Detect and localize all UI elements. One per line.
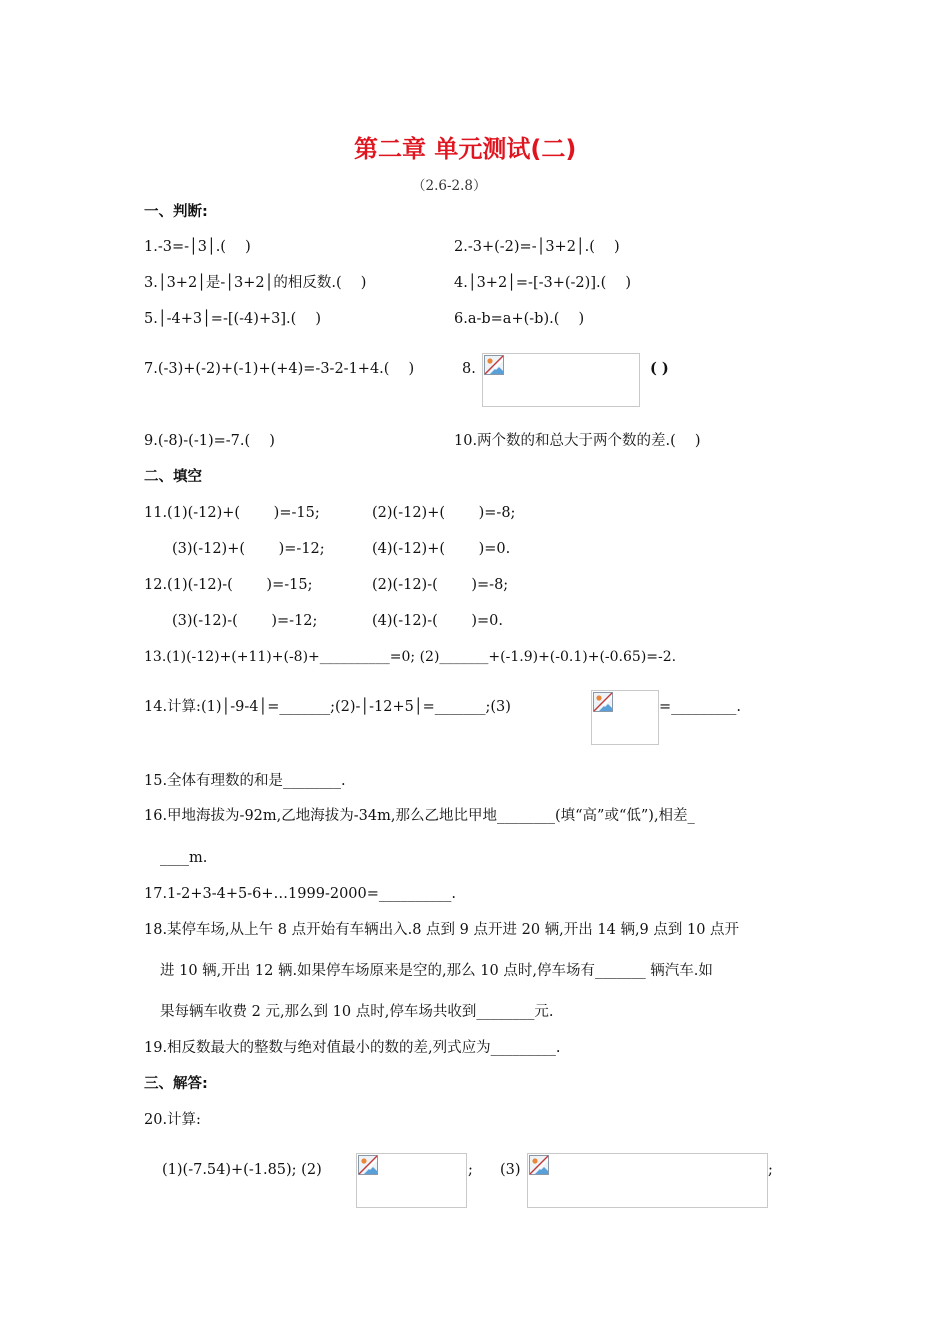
question-8-answer-paren: ( ) bbox=[650, 360, 669, 377]
question-12-part-3: (3)(-12)-( )=-12; bbox=[172, 613, 318, 629]
question-18-line-1: 18.某停车场,从上午 8 点开始有车辆出入.8 点到 9 点开进 20 辆,开出 14 辆,9 点到 10 点开 bbox=[144, 922, 740, 938]
question-14-image bbox=[591, 690, 659, 745]
question-2: 2.-3+(-2)=-│3+2│.( ) bbox=[454, 239, 620, 255]
question-20-part-3-image bbox=[527, 1153, 768, 1208]
question-18-line-3: 果每辆车收费 2 元,那么到 10 点时,停车场共收到________元. bbox=[160, 1004, 554, 1020]
page-subtitle: （2.6-2.8） bbox=[412, 178, 487, 194]
question-20-semicolon-2: ; bbox=[768, 1162, 773, 1178]
section-fill-heading: 二、填空 bbox=[144, 469, 202, 485]
question-10: 10.两个数的和总大于两个数的差.( ) bbox=[454, 433, 701, 449]
question-20-semicolon-1: ; bbox=[468, 1162, 473, 1178]
question-20: 20.计算: bbox=[144, 1112, 201, 1128]
question-16-line-2: ____m. bbox=[160, 850, 208, 866]
question-12-part-4: (4)(-12)-( )=0. bbox=[372, 613, 504, 629]
broken-image-icon bbox=[484, 355, 504, 375]
broken-image-icon bbox=[593, 692, 613, 712]
question-8-image bbox=[482, 353, 640, 407]
question-11-part-2: (2)(-12)+( )=-8; bbox=[372, 505, 516, 521]
question-18-line-2: 进 10 辆,开出 12 辆.如果停车场原来是空的,那么 10 点时,停车场有_______ 辆汽车.如 bbox=[160, 963, 713, 979]
question-11-part-4: (4)(-12)+( )=0. bbox=[372, 541, 511, 557]
question-13: 13.(1)(-12)+(+11)+(-8)+__________=0; (2)_______+(-1.9)+(-0.1)+(-0.65)=-2. bbox=[144, 649, 677, 665]
question-6: 6.a-b=a+(-b).( ) bbox=[454, 311, 585, 327]
question-15: 15.全体有理数的和是________. bbox=[144, 773, 346, 789]
question-3: 3.│3+2│是-│3+2│的相反数.( ) bbox=[144, 275, 367, 291]
question-12-part-1: 12.(1)(-12)-( )=-15; bbox=[144, 577, 313, 593]
broken-image-icon bbox=[529, 1155, 549, 1175]
question-20-part-1-2: (1)(-7.54)+(-1.85); (2) bbox=[162, 1162, 322, 1178]
question-4: 4.│3+2│=-[-3+(-2)].( ) bbox=[454, 275, 632, 291]
question-20-part-2-image bbox=[356, 1153, 467, 1208]
question-9: 9.(-8)-(-1)=-7.( ) bbox=[144, 433, 275, 449]
question-20-part-3-label: (3) bbox=[500, 1162, 521, 1178]
section-solve-heading: 三、解答: bbox=[144, 1076, 208, 1092]
question-7: 7.(-3)+(-2)+(-1)+(+4)=-3-2-1+4.( ) bbox=[144, 361, 415, 377]
question-1: 1.-3=-│3│.( ) bbox=[144, 239, 251, 255]
question-16-line-1: 16.甲地海拔为-92m,乙地海拔为-34m,那么乙地比甲地________(填“高”或“低”),相差_ bbox=[144, 808, 695, 824]
question-11-part-1: 11.(1)(-12)+( )=-15; bbox=[144, 505, 320, 521]
question-11-part-3: (3)(-12)+( )=-12; bbox=[172, 541, 325, 557]
question-14: 14.计算:(1)│-9-4│=_______;(2)-│-12+5│=_______;(3) bbox=[144, 699, 511, 715]
question-17: 17.1-2+3-4+5-6+…1999-2000=__________. bbox=[144, 886, 457, 902]
question-12-part-2: (2)(-12)-( )=-8; bbox=[372, 577, 509, 593]
question-14-answer: =_________. bbox=[659, 699, 742, 715]
section-judge-heading: 一、判断: bbox=[144, 204, 208, 220]
broken-image-icon bbox=[358, 1155, 378, 1175]
question-19: 19.相反数最大的整数与绝对值最小的数的差,列式应为_________. bbox=[144, 1040, 561, 1056]
page-title: 第二章 单元测试(二) bbox=[354, 135, 577, 163]
question-5: 5.│-4+3│=-[(-4)+3].( ) bbox=[144, 311, 322, 327]
question-8-number: 8. bbox=[462, 361, 476, 377]
